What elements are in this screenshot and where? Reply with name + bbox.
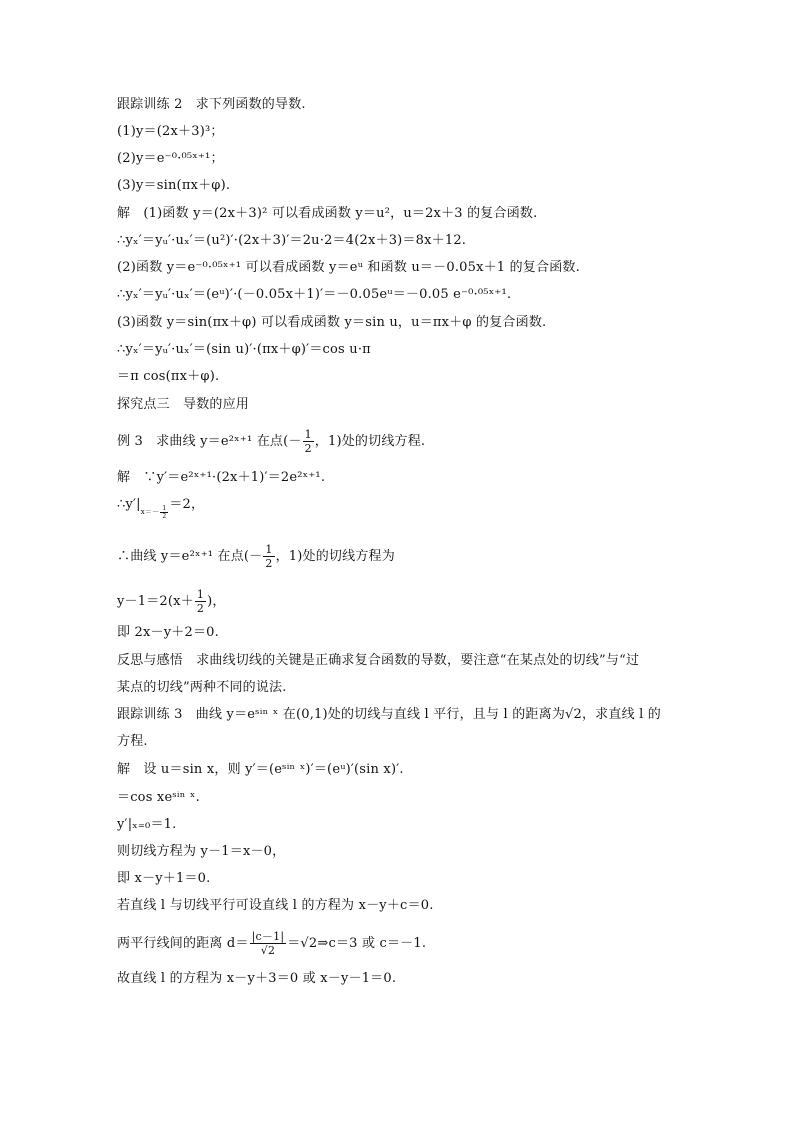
distance-formula-line: 两平行线间的距离 d＝ $\frac{|c-1|}{√2}$ ＝√2⇒c＝3 或 c＝－1.: [117, 930, 427, 957]
exercise-2-item-2: (2)y＝e⁻⁰·⁰⁵ˣ⁺¹；: [117, 151, 224, 166]
evaluation-point: x＝－ 1 2: [140, 504, 167, 520]
solution-line: 解 ∵y′＝e²ˣ⁺¹·(2x＋1)′＝2e²ˣ⁺¹.: [117, 470, 326, 485]
fraction-one-half: $\frac{1}{2}$: [162, 504, 167, 520]
example-3-heading: [117, 428, 425, 455]
solution-line: 即 2x－y＋2＝0.: [117, 625, 219, 640]
fraction-one-half: $\frac{1}{2}$: [196, 588, 205, 615]
exercise-3-heading: 跟踪训练 3 曲线 y＝eˢⁱⁿ ˣ 在(0,1)处的切线与直线 l 平行，且与 l 的距离为√2，求直线 l 的: [117, 707, 662, 722]
exercise-3-heading: 方程.: [117, 734, 148, 749]
tangent-equation: y－1＝2(x＋ $\frac{1}{2}$ )，: [117, 588, 226, 615]
fraction-one-half: $\frac{1}{2}$: [304, 428, 312, 455]
exercise-2-item-1: (1)y＝(2x＋3)³；: [117, 124, 224, 139]
derivative-value-line: $\therefore y'|_{x=- \frac{1}{2}}$ ＝2，: [117, 497, 205, 520]
section-heading: 探究点三 导数的应用: [117, 397, 250, 412]
solution-line: (3)函数 y＝sin(πx＋φ) 可以看成函数 y＝sin u，u＝πx＋φ 的复合函数.: [117, 315, 547, 330]
solution-line: 解 (1)函数 y＝(2x＋3)² 可以看成函数 y＝u²，u＝2x＋3 的复合函数.: [117, 206, 538, 221]
solution-line: ∴yₓ′＝yᵤ′·uₓ′＝(sin u)′·(πx＋φ)′＝cos u·π: [117, 342, 371, 357]
solution-line: ∴yₓ′＝yᵤ′·uₓ′＝(u²)′·(2x＋3)′＝2u·2＝4(2x＋3)＝8x＋12.: [117, 233, 467, 248]
reflection-line: 某点的切线”两种不同的说法.: [117, 680, 287, 695]
solution-line: (2)函数 y＝e⁻⁰·⁰⁵ˣ⁺¹ 可以看成函数 y＝eᵘ 和函数 u＝－0.05x＋1 的复合函数.: [117, 260, 580, 275]
solution-line: 故直线 l 的方程为 x－y＋3＝0 或 x－y－1＝0.: [117, 971, 397, 986]
solution-line: ＝cos xeˢⁱⁿ ˣ.: [117, 790, 200, 805]
solution-line: 若直线 l 与切线平行可设直线 l 的方程为 x－y＋c＝0.: [117, 898, 434, 913]
solution-line: ∴yₓ′＝yᵤ′·uₓ′＝(eᵘ)′·(－0.05x＋1)′＝－0.05eᵘ＝－0.05 e⁻⁰·⁰⁵ˣ⁺¹.: [117, 287, 512, 302]
example-3-text-end: ，1)处的切线方程.: [314, 434, 426, 449]
exercise-2-item-3: (3)y＝sin(πx＋φ).: [117, 178, 231, 193]
solution-line: 则切线方程为 y－1＝x－0，: [117, 844, 286, 859]
solution-line: y′|ₓ₌₀＝1.: [117, 817, 177, 832]
reflection-line: 反思与感悟 求曲线切线的关键是正确求复合函数的导数，要注意“在某点处的切线”与“过: [117, 653, 640, 668]
distance-fraction: $\frac{|c-1|}{√2}$: [251, 930, 285, 957]
solution-line: ＝π cos(πx＋φ).: [117, 369, 220, 384]
example-3-text-start: 例 3 求曲线 y＝e²ˣ⁺¹ 在点(－: [117, 434, 302, 449]
fraction-one-half: $\frac{1}{2}$: [265, 543, 273, 570]
exercise-2-heading: 跟踪训练 2 求下列函数的导数.: [117, 97, 306, 112]
tangent-line-statement: ∴曲线 y＝e²ˣ⁺¹ 在点(－ $\frac{1}{2}$ ，1)处的切线方程为: [117, 543, 395, 570]
solution-line: 解 设 u＝sin x，则 y′＝(eˢⁱⁿ ˣ)′＝(eᵘ)′(sin x)′.: [117, 762, 404, 777]
solution-line: 即 x－y＋1＝0.: [117, 871, 211, 886]
